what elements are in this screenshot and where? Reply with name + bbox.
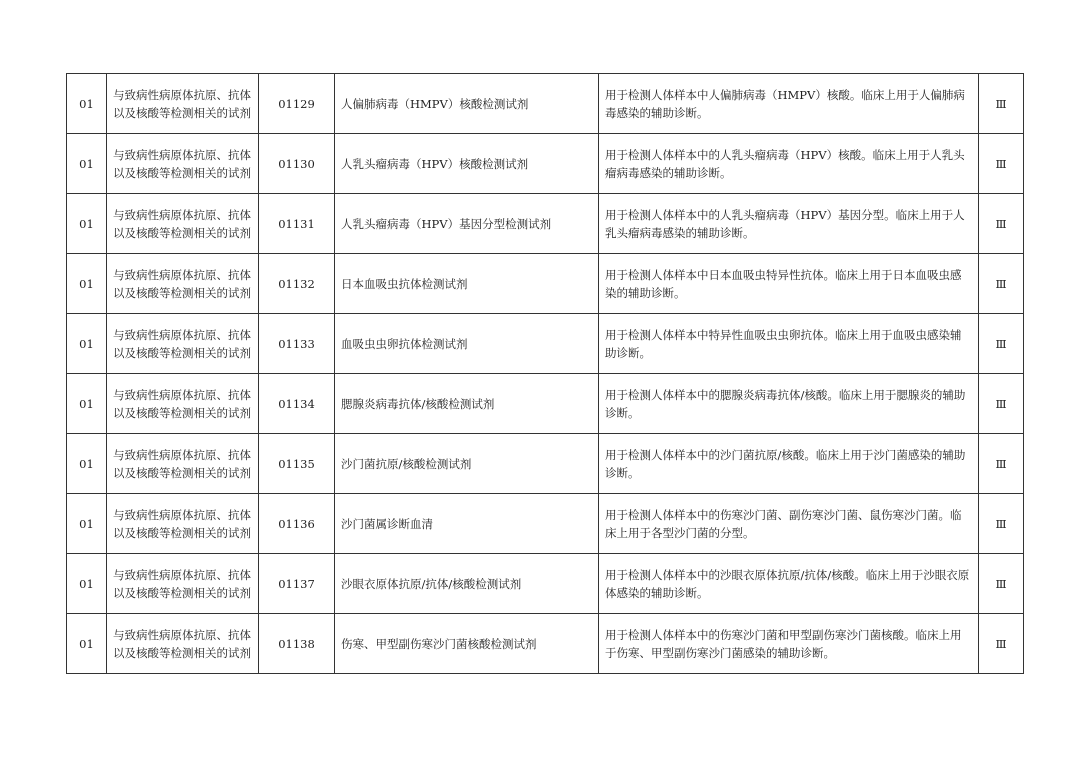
subdirectory-cell: 与致病性病原体抗原、抗体以及核酸等检测相关的试剂: [107, 74, 259, 134]
subdirectory-cell: 与致病性病原体抗原、抗体以及核酸等检测相关的试剂: [107, 374, 259, 434]
product-code-cell: 01129: [259, 74, 335, 134]
product-name-cell: 人偏肺病毒（HMPV）核酸检测试剂: [335, 74, 599, 134]
intended-use-cell: 用于检测人体样本中的沙眼衣原体抗原/抗体/核酸。临床上用于沙眼衣原体感染的辅助诊断。: [599, 554, 979, 614]
category-cell: 01: [67, 614, 107, 674]
subdirectory-cell: 与致病性病原体抗原、抗体以及核酸等检测相关的试剂: [107, 194, 259, 254]
intended-use-cell: 用于检测人体样本中的伤寒沙门菌、副伤寒沙门菌、鼠伤寒沙门菌。临床上用于各型沙门菌的分型。: [599, 494, 979, 554]
product-code-cell: 01130: [259, 134, 335, 194]
category-cell: 01: [67, 374, 107, 434]
subdirectory-cell: 与致病性病原体抗原、抗体以及核酸等检测相关的试剂: [107, 494, 259, 554]
category-cell: 01: [67, 74, 107, 134]
product-name-cell: 血吸虫虫卵抗体检测试剂: [335, 314, 599, 374]
table-row: [67, 194, 1024, 254]
subdirectory-cell: 与致病性病原体抗原、抗体以及核酸等检测相关的试剂: [107, 614, 259, 674]
intended-use-cell: 用于检测人体样本中人偏肺病毒（HMPV）核酸。临床上用于人偏肺病毒感染的辅助诊断。: [599, 74, 979, 134]
category-cell: 01: [67, 194, 107, 254]
category-cell: 01: [67, 554, 107, 614]
category-cell: 01: [67, 314, 107, 374]
management-class-cell: Ⅲ: [979, 374, 1024, 434]
product-name-cell: 沙门菌属诊断血清: [335, 494, 599, 554]
category-cell: 01: [67, 494, 107, 554]
reagent-classification-table: [66, 73, 1024, 674]
intended-use-cell: 用于检测人体样本中的人乳头瘤病毒（HPV）核酸。临床上用于人乳头瘤病毒感染的辅助诊断。: [599, 134, 979, 194]
subdirectory-cell: 与致病性病原体抗原、抗体以及核酸等检测相关的试剂: [107, 434, 259, 494]
table-row: [67, 134, 1024, 194]
product-code-cell: 01135: [259, 434, 335, 494]
subdirectory-cell: 与致病性病原体抗原、抗体以及核酸等检测相关的试剂: [107, 554, 259, 614]
product-code-cell: 01138: [259, 614, 335, 674]
product-code-cell: 01131: [259, 194, 335, 254]
subdirectory-cell: 与致病性病原体抗原、抗体以及核酸等检测相关的试剂: [107, 254, 259, 314]
table-row: [67, 494, 1024, 554]
management-class-cell: Ⅲ: [979, 554, 1024, 614]
product-code-cell: 01134: [259, 374, 335, 434]
management-class-cell: Ⅲ: [979, 494, 1024, 554]
management-class-cell: Ⅲ: [979, 614, 1024, 674]
product-code-cell: 01132: [259, 254, 335, 314]
product-code-cell: 01136: [259, 494, 335, 554]
category-cell: 01: [67, 254, 107, 314]
management-class-cell: Ⅲ: [979, 314, 1024, 374]
product-name-cell: 人乳头瘤病毒（HPV）核酸检测试剂: [335, 134, 599, 194]
category-cell: 01: [67, 434, 107, 494]
table-row: [67, 314, 1024, 374]
table-row: [67, 614, 1024, 674]
subdirectory-cell: 与致病性病原体抗原、抗体以及核酸等检测相关的试剂: [107, 134, 259, 194]
intended-use-cell: 用于检测人体样本中的沙门菌抗原/核酸。临床上用于沙门菌感染的辅助诊断。: [599, 434, 979, 494]
table-row: [67, 74, 1024, 134]
product-name-cell: 人乳头瘤病毒（HPV）基因分型检测试剂: [335, 194, 599, 254]
table-row: [67, 254, 1024, 314]
product-name-cell: 伤寒、甲型副伤寒沙门菌核酸检测试剂: [335, 614, 599, 674]
management-class-cell: Ⅲ: [979, 434, 1024, 494]
product-name-cell: 日本血吸虫抗体检测试剂: [335, 254, 599, 314]
subdirectory-cell: 与致病性病原体抗原、抗体以及核酸等检测相关的试剂: [107, 314, 259, 374]
product-name-cell: 沙眼衣原体抗原/抗体/核酸检测试剂: [335, 554, 599, 614]
category-cell: 01: [67, 134, 107, 194]
table-row: [67, 374, 1024, 434]
table-row: [67, 434, 1024, 494]
product-code-cell: 01133: [259, 314, 335, 374]
intended-use-cell: 用于检测人体样本中特异性血吸虫虫卵抗体。临床上用于血吸虫感染辅助诊断。: [599, 314, 979, 374]
table-body: [67, 74, 1024, 674]
product-name-cell: 沙门菌抗原/核酸检测试剂: [335, 434, 599, 494]
intended-use-cell: 用于检测人体样本中日本血吸虫特异性抗体。临床上用于日本血吸虫感染的辅助诊断。: [599, 254, 979, 314]
product-code-cell: 01137: [259, 554, 335, 614]
intended-use-cell: 用于检测人体样本中的腮腺炎病毒抗体/核酸。临床上用于腮腺炎的辅助诊断。: [599, 374, 979, 434]
intended-use-cell: 用于检测人体样本中的人乳头瘤病毒（HPV）基因分型。临床上用于人乳头瘤病毒感染的辅助诊断。: [599, 194, 979, 254]
table-row: [67, 554, 1024, 614]
product-name-cell: 腮腺炎病毒抗体/核酸检测试剂: [335, 374, 599, 434]
management-class-cell: Ⅲ: [979, 74, 1024, 134]
management-class-cell: Ⅲ: [979, 194, 1024, 254]
intended-use-cell: 用于检测人体样本中的伤寒沙门菌和甲型副伤寒沙门菌核酸。临床上用于伤寒、甲型副伤寒沙门菌感染的辅助诊断。: [599, 614, 979, 674]
management-class-cell: Ⅲ: [979, 134, 1024, 194]
management-class-cell: Ⅲ: [979, 254, 1024, 314]
